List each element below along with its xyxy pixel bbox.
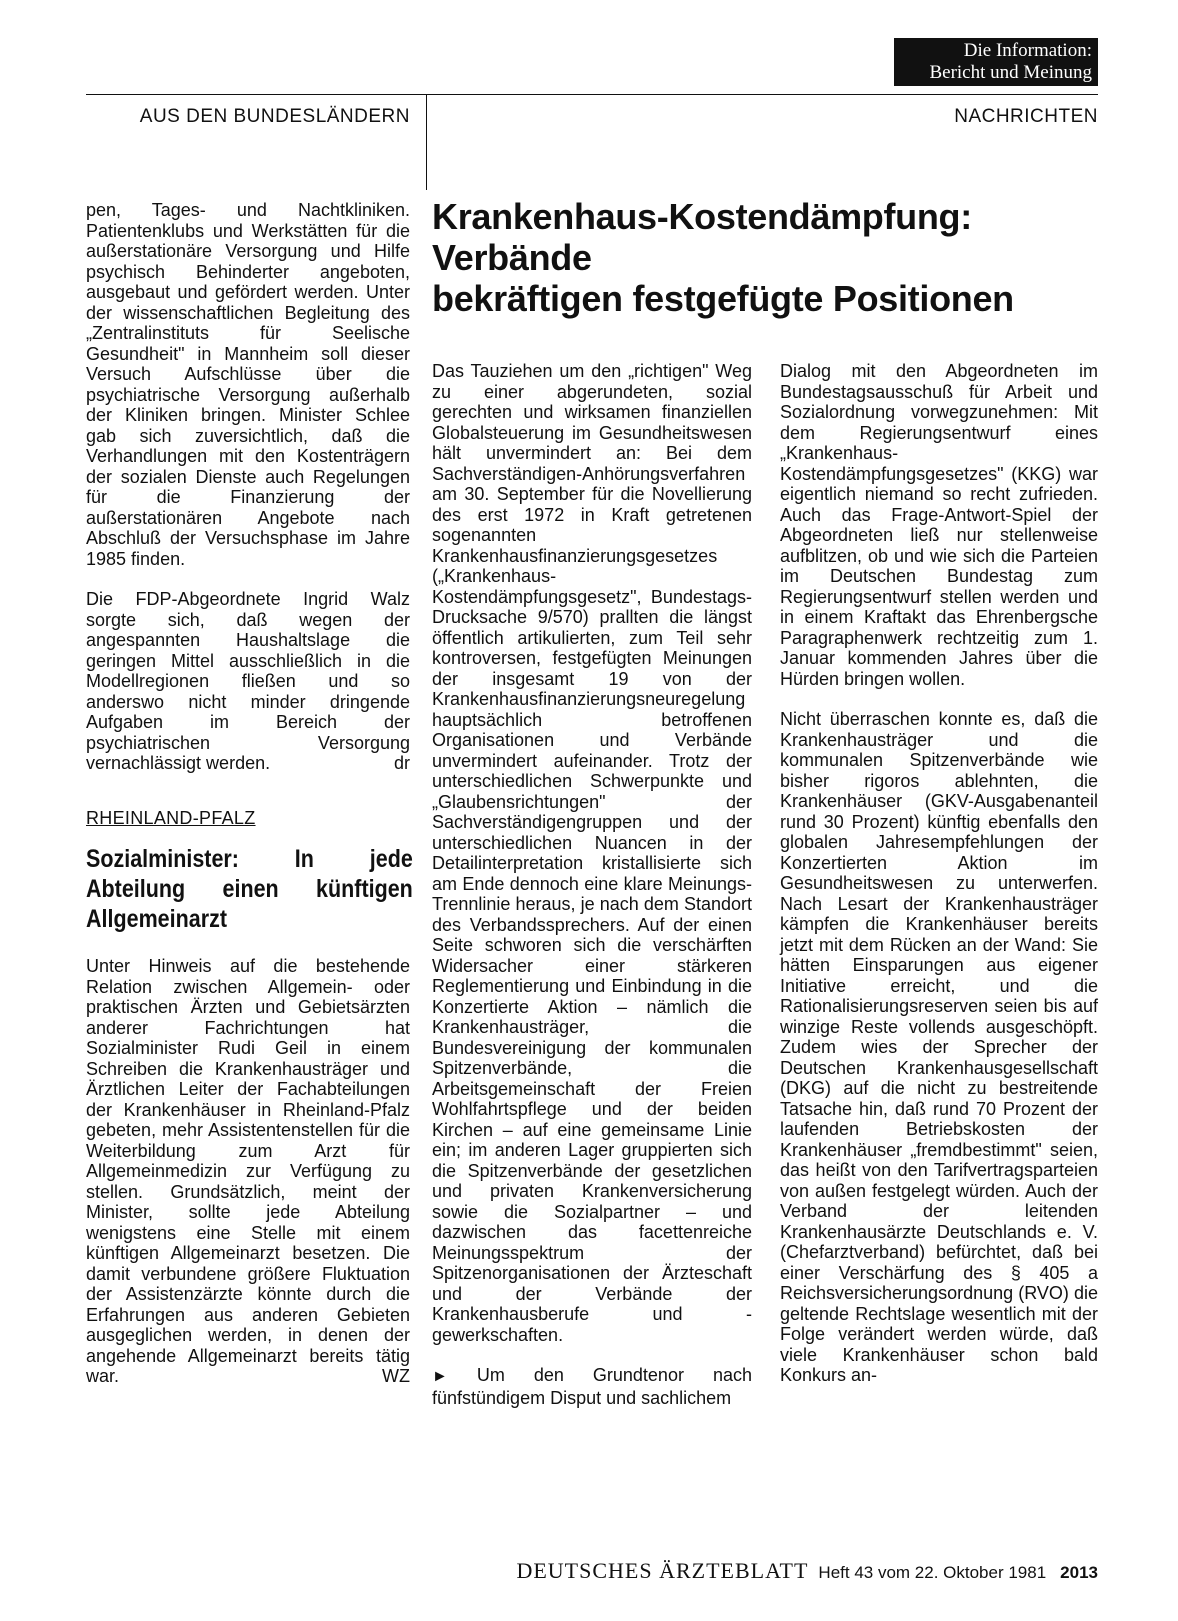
headline-line-3: bekräftigen festgefügte Positionen: [432, 278, 1014, 319]
middle-paragraph-2: [432, 1365, 752, 1408]
column-divider: [426, 94, 427, 190]
headline-line-2: Verbände: [432, 237, 592, 278]
rubric-line-1: Die Information:: [963, 40, 1092, 61]
issue-info: Heft 43 vom 22. Oktober 1981: [818, 1563, 1047, 1582]
left-paragraph-3: [86, 956, 410, 1387]
middle-paragraph-1: Das Tauziehen um den „richtigen" Weg zu einer abgerundeten, sozial gerechten und wirksamen finanziellen Globalsteuerung im Gesundheitswesen hält unvermindert an: Bei dem Sachverständigen-Anhörungsverfahren am 30. September für die Novellierung des erst 1972 in Kraft getretenen sogenannten Krankenhausfinanzierungsgesetzes („Krankenhaus-Kostendämpfungsgesetz", Bundestags-Drucksache 9/570) prallten die längst öffentlich artikulierten, zum Teil sehr kontroversen, festgefügten Meinungen der insgesamt 19 von der Krankenhausfinanzierungsneuregelung hauptsächlich betroffenen Organisationen und Verbände unvermindert aufeinander. Trotz der unterschiedlichen Schwerpunkte und „Glaubensrichtungen" der Sachverständigengruppen und der unterschiedlichen Nuancen in der Detailinterpretation kristallisierte sich am Ende dennoch eine klare Meinungs-Trennlinie heraus, je nach dem Standort des Verbandssprechers. Auf der einen Seite schworen sich die verschärften Widersacher einer stärkeren Reglementierung und Einbindung in die Konzertierte Aktion – nämlich die Krankenhausträger, die Bundesvereinigung der kommunalen Spitzenverbände, die Arbeitsgemeinschaft der Freien Wohlfahrtspflege und der beiden Kirchen – auf eine gemeinsame Linie ein; im anderen Lager gruppierten sich die Spitzenverbände der gesetzlichen und privaten Krankenversicherung sowie die Sozialpartner – und dazwischen das facettenreiche Meinungsspektrum der Spitzenorganisationen der Ärzteschaft und der Verbände der Krankenhausberufe und -gewerkschaften.: [432, 361, 752, 1345]
section-label-right: NACHRICHTEN: [954, 106, 1098, 127]
arrow-bullet-icon: ►: [432, 1368, 448, 1385]
right-paragraph-2: Nicht überraschen konnte es, daß die Krankenhausträger und die kommunalen Spitzenverbände wie bisher rigoros ablehnten, die Krankenhäuser (GKV-Ausgabenanteil rund 30 Prozent) künftig ebenfalls den globalen Jahresempfehlungen der Konzertierten Aktion im Gesundheitswesen zu unterwerfen. Nach Lesart der Krankenhausträger kämpfen die Krankenhäuser bereits jetzt mit dem Rücken an der Wand: Sie hätten Einsparungen aus eigener Initiative erreicht, und die Rationalisierungsreserven seien bis auf winzige Reste vollends ausgeschöpft. Zudem wies der Sprecher der Deutschen Krankenhausgesellschaft (DKG) auf die nicht zu bestreitende Tatsache hin, daß rund 70 Prozent der laufenden Betriebskosten der Krankenhäuser „fremdbestimmt" seien, das heißt von den Tarifvertragsparteien von außen festgelegt würden. Auch der Verband der leitenden Krankenhausärzte Deutschlands e. V. (Chefarztverband) befürchtet, daß bei einer Verschärfung des § 405 a Reichsversicherungsordnung (RVO) die geltende Rechtslage wesentlich mit der Folge verändert werden würde, daß viele Krankenhäuser schon bald Konkurs an-: [780, 709, 1098, 1385]
left-paragraph-3-text: Unter Hinweis auf die bestehende Relation zwischen Allgemein- oder praktischen Ärzten und Gebietsärzten anderer Fachrichtungen hat Sozialminister Rudi Geil in einem Schreiben die Krankenhausträger und Ärztlichen Leiter der Fachabteilungen der Krankenhäuser in Rheinland-Pfalz gebeten, mehr Assistentenstellen für die Weiterbildung zum Arzt für Allgemeinmedizin zur Verfügung zu stellen. Grundsätzlich, meint der Minister, sollte jede Abteilung wenigstens eine Stelle mit einem künftigen Allgemeinarzt besetzen. Die damit verbundene größere Fluktuation der Assistenzärzte könnte durch die Erfahrungen aus anderen Gebieten ausgeglichen werden, in denen der angehende Allgemeinarzt bereits tätig war.: [86, 956, 410, 1386]
headline-line-1: Krankenhaus-Kostendämpfung:: [432, 196, 972, 237]
right-paragraph-1: Dialog mit den Abgeordneten im Bundestagsausschuß für Arbeit und Sozialordnung vorwegzunehmen: Mit dem Regierungsentwurf eines „Krankenhaus-Kostendämpfungsgesetzes" (KKG) war eigentlich niemand so recht zufrieden. Auch das Frage-Antwort-Spiel der Abgeordneten ließ nur stellenweise aufblitzen, ob und wie sich die Parteien im Deutschen Bundestag zum Regierungsentwurf stellen werden und in einem Kraftakt das Ehrenbergsche Paragraphenwerk rechtzeitig zum 1. Januar kommenden Jahres über die Hürden bringen wollen.: [780, 361, 1098, 689]
rubric-badge: [894, 38, 1098, 86]
header-rule: [86, 94, 1098, 95]
left-column: [86, 200, 413, 1387]
middle-column: [432, 361, 752, 1408]
article-headline: [432, 196, 1112, 319]
journal-name: DEUTSCHES ÄRZTEBLATT: [516, 1558, 809, 1583]
middle-paragraph-2-text: Um den Grundtenor nach fünfstündigem Disput und sachlichem: [432, 1365, 752, 1408]
section-label-left: AUS DEN BUNDESLÄNDERN: [139, 106, 410, 127]
subheadline: Sozialminister: In jede Abteilung einen künftigen Allgemeinarzt: [86, 845, 413, 933]
left-paragraph-1: pen, Tages- und Nachtkliniken. Patientenklubs und Werkstätten für die außerstationäre Versorgung und Hilfe psychisch Behinderter angeboten, ausgebaut und gefördert werden. Unter der wissenschaftlichen Begleitung des „Zentralinstituts für Seelische Gesundheit" in Mannheim soll dieser Versuch Aufschlüsse über die psychiatrische Versorgung außerhalb der Kliniken bringen. Minister Schlee gab sich zuversichtlich, daß die Verhandlungen mit den Kostenträgern der sozialen Dienste auch Regelungen für die Finanzierung der außerstationären Angebote nach Abschluß der Versuchsphase im Jahre 1985 finden.: [86, 200, 410, 569]
author-signature-dr: dr: [393, 753, 410, 773]
page-number: 2013: [1060, 1563, 1098, 1582]
author-signature-wz: WZ: [382, 1366, 410, 1386]
region-label: RHEINLAND-PFALZ: [86, 807, 256, 828]
page-footer: [440, 1558, 1098, 1584]
rubric-line-2: Bericht und Meinung: [929, 62, 1092, 83]
right-column: [780, 361, 1098, 1386]
left-paragraph-2: [86, 589, 410, 774]
left-paragraph-2-text: Die FDP-Abgeordnete Ingrid Walz sorgte sich, daß wegen der angespannten Haushaltslage die geringen Mittel ausschließlich in die Modellregionen fließen und so anderswo nicht minder dringende Aufgaben im Bereich der psychiatrischen Versorgung vernachlässigt werden.: [86, 589, 410, 773]
